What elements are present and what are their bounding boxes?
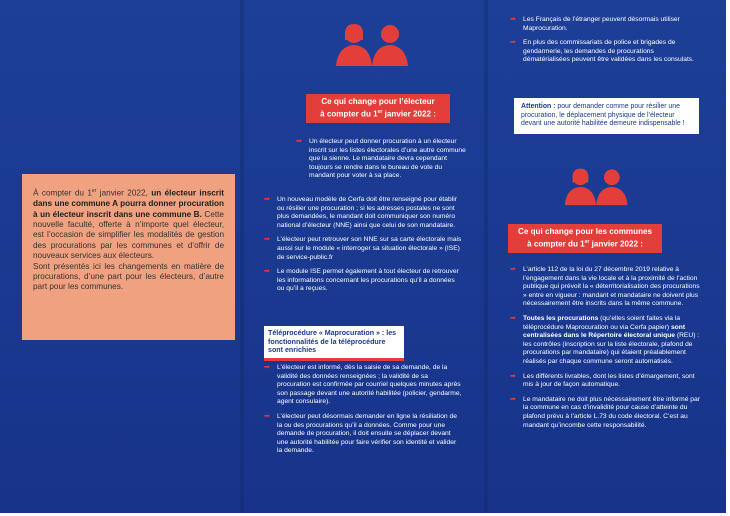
- electeur-bullets: [264, 196, 462, 300]
- list-item: ➡ Le mandataire ne doit plus nécessairement être informé par la commune en cas d’invalidité pour cause d’atteinte du plafond prévu à l’article L.73 du code électoral. C’est au mandant qu’incombe cette responsabilité.: [510, 395, 700, 429]
- arrow-bullet-icon: ➡: [296, 138, 302, 145]
- list-item: ➡ En plus des commissariats de police et brigades de gendarmerie, les demandes de procurations dématérialisées peuvent être validées dans les consulats.: [510, 39, 695, 64]
- attention-box: Attention : pour demander comme pour résilier une procuration, le déplacement physique de l’électeur devant une autorité habilitée demeure indispensable !: [514, 98, 699, 134]
- right-top-bullets: [510, 16, 702, 71]
- arrow-bullet-icon: ➡: [510, 395, 516, 403]
- list-item: ➡ Les Français de l’étranger peuvent désormais utiliser Maprocuration.: [510, 16, 680, 32]
- arrow-bullet-icon: ➡: [264, 364, 270, 371]
- fold-line-right: [484, 0, 488, 513]
- tele-bullets: [264, 364, 462, 462]
- intro-paragraph-2: Sont présentés ici les changements en matière de procurations, d’une part pour les électeurs, d’autre part pour les communes.: [33, 261, 224, 292]
- banner-line-2: à compter du 1er janvier 2022 :: [527, 239, 643, 249]
- arrow-bullet-icon: ➡: [264, 268, 270, 276]
- list-item: ➡ L’électeur peut retrouver son NNE sur sa carte électorale mais aussi sur le module « interroger sa situation électorale » (ISE) de service-public.fr: [264, 236, 462, 261]
- communes-banner: [508, 224, 662, 253]
- list-item: ➡ Le module ISE permet également à tout électeur de retrouver les informations concernant les procurations qu’il a données ou qu’il a reçues.: [264, 268, 459, 293]
- arrow-bullet-icon: ➡: [264, 412, 270, 420]
- arrow-bullet-icon: ➡: [510, 372, 516, 380]
- list-item: ➡ L’électeur peut désormais demander en ligne la résiliation de la ou des procurations qu’il a données. Comme pour une demande de procuration, il doit ensuite se déplacer devant une autorité habilitée pour faire vérifier son identité et valider la demande.: [264, 412, 457, 455]
- arrow-bullet-icon: ➡: [510, 266, 516, 273]
- two-people-icon: [334, 22, 412, 66]
- communes-bullets: [510, 266, 702, 436]
- teleprocedure-heading: Téléprocédure « Maprocuration » : les fonctionnalités de la téléprocédure sont enrichies: [264, 326, 404, 358]
- arrow-bullet-icon: ➡: [264, 236, 270, 244]
- list-item: ➡ Les différents livrables, dont les listes d’émargement, sont mis à jour de façon automatique.: [510, 372, 695, 389]
- arrow-bullet-icon: ➡: [510, 314, 516, 322]
- banner-line: Ce qui change pour les communes: [517, 227, 653, 236]
- arrow-bullet-icon: ➡: [510, 39, 516, 47]
- list-item: ➡ L’électeur est informé, dès la saisie de sa demande, de la validité des données renseignées ; la validité de sa procuration est confirmée par courriel quelques minutes après son passage devant une autorité habilitée (policier, gendarme, agent consulaire).: [264, 364, 462, 406]
- fold-line-left: [240, 0, 244, 513]
- arrow-bullet-icon: ➡: [264, 196, 270, 203]
- two-people-icon: [563, 166, 631, 206]
- list-item: ➡ Toutes les procurations (qu’elles soient faites via la téléprocédure Maprocuration ou via Cerfa papier) sont centralisées dans le Répertoire électoral unique (REU) : les contrôles (inscription sur la liste électorale, plafond de procurations par mandataire) qui étaient préalablement réalisés par chaque commune seront automatisés.: [510, 314, 700, 365]
- list-item: ➡ L’article 112 de la loi du 27 décembre 2019 relative à l’engagement dans la vie locale et à la proximité de l’action publique qui prévoit la « déterritorialisation des procurations » entre en vigueur : mandant et mandataire ne doivent plus nécessairement être inscrits dans la même commune.: [510, 266, 700, 308]
- electeur-banner: [306, 94, 450, 123]
- list-item: ➡ Un nouveau modèle de Cerfa doit être renseigné pour établir ou résilier une procuration ; si les adresses postales ne sont plus demandées, le mandant doit communiquer son numéro national d’électeur (NNE) ainsi que celui de son mandataire.: [264, 196, 457, 229]
- intro-paragraph: À compter du 1er janvier 2022, un électeur inscrit dans une commune A pourra donner procuration à un électeur inscrit dans une commune B. Cette nouvelle faculté, offerte à n’importe quel électeur, est l’occasion de simplifier les modalités de gestion des procurations par les communes et d’offrir de nouveaux services aux électeurs.: [33, 188, 224, 261]
- banner-line: Ce qui change pour l’électeur: [321, 97, 435, 106]
- arrow-bullet-icon: ➡: [510, 16, 516, 23]
- electeur-bullet-1: ➡ Un électeur peut donner procuration à un électeur inscrit sur les listes électorales d’une autre commune que la sienne. Le mandataire devra cependant toujours se rendre dans le bureau de vote du mandant pour voter à sa place.: [296, 138, 466, 180]
- intro-box: [22, 174, 235, 340]
- banner-line-2: à compter du 1er janvier 2022 :: [320, 109, 436, 119]
